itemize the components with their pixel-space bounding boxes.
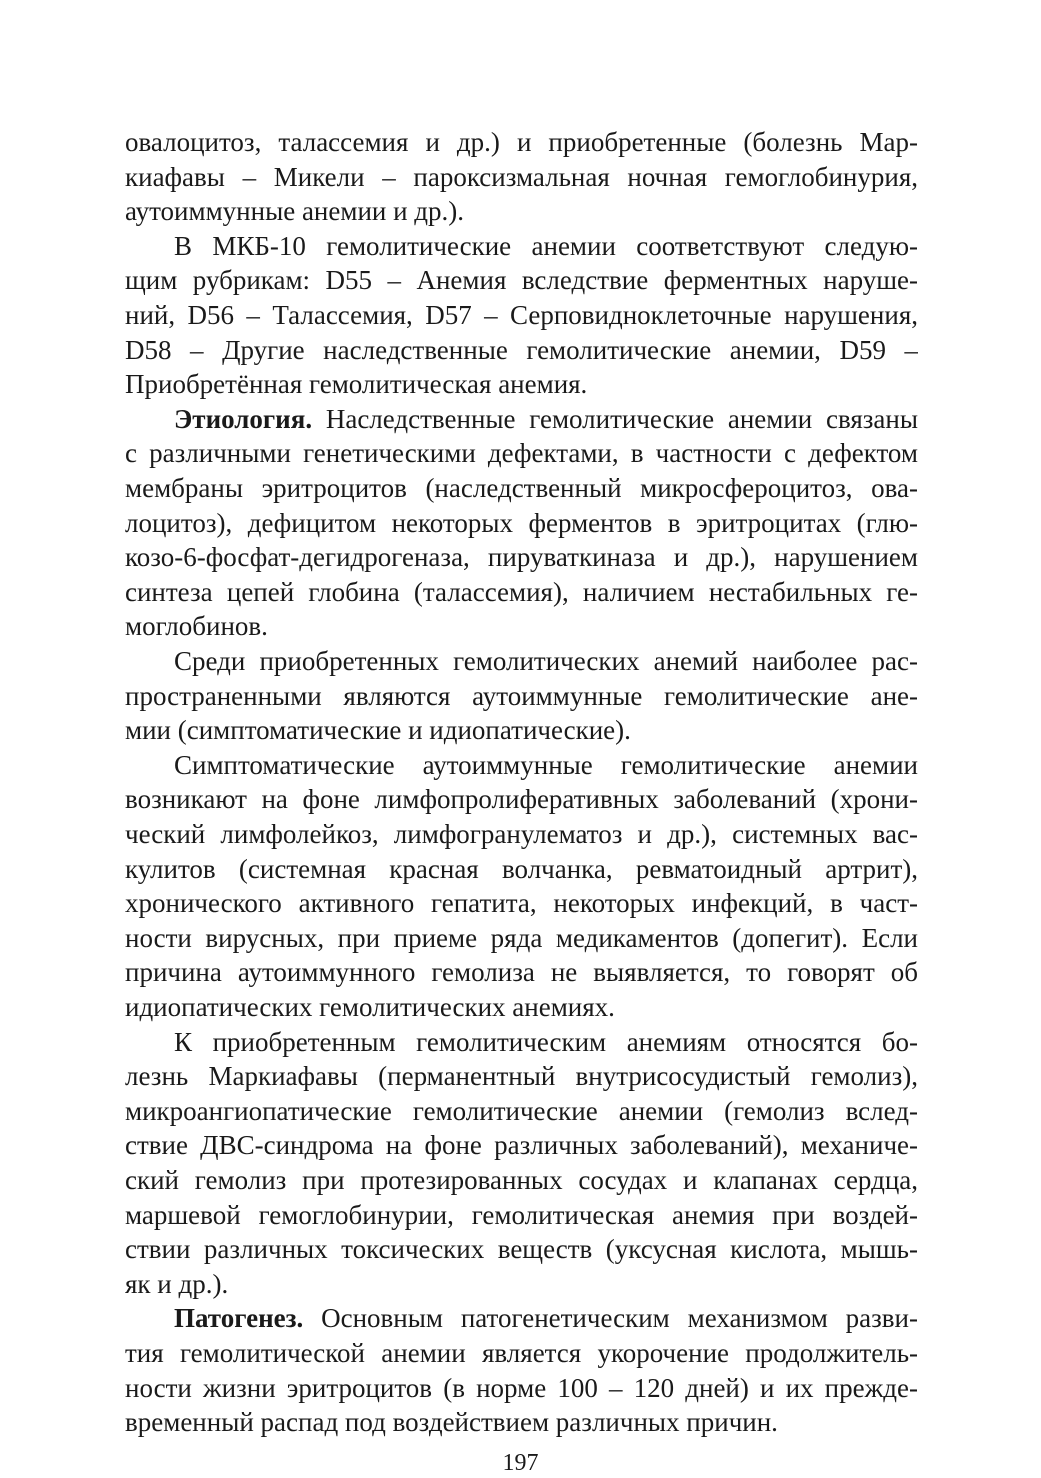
page-number: 197 <box>502 1449 539 1476</box>
text-line: ческий лимфолейкоз, лимфогранулематоз и др.), системных вас- <box>125 819 918 849</box>
text-line: як и др.). <box>125 1268 229 1299</box>
text-line: киафавы – Микели – пароксизмальная ночная гемоглобинурия, <box>125 161 918 192</box>
text-line: тия гемолитической анемии является укорочение продолжитель- <box>125 1338 918 1368</box>
text-line: Симптоматические аутоиммунные гемолитические анемии <box>174 749 918 780</box>
text-line: ствие ДВС-синдрома на фоне различных заболеваний), механиче- <box>125 1130 918 1161</box>
text-line: мии (симптоматические и идиопатические). <box>125 715 631 746</box>
text-line: хронического активного гепатита, некоторых инфекций, в част- <box>125 888 918 919</box>
text-line: моглобинов. <box>125 611 268 642</box>
text-line: овалоцитоз, талассемия и др.) и приобретенные (болезнь Мар- <box>125 127 918 157</box>
text-line: временный распад под воздействием различных причин. <box>125 1407 778 1438</box>
text-line: ности жизни эритроцитов (в норме 100 – 120 дней) и их прежде- <box>125 1372 918 1403</box>
section-heading-etiology: Этиология. <box>174 403 313 434</box>
text-line: идиопатических гемолитических анемиях. <box>125 992 615 1022</box>
text-line: маршевой гемоглобинурии, гемолитическая анемия при воздей- <box>125 1199 918 1230</box>
text-line: Приобретённая гемолитическая анемия. <box>125 369 588 400</box>
text-line: щим рубрикам: D55 – Анемия вследствие ферментных наруше- <box>125 265 918 296</box>
text-line: D58 – Другие наследственные гемолитические анемии, D59 – <box>125 334 918 365</box>
text-line-content: Наследственные гемолитические анемии связаны <box>312 403 918 434</box>
text-line: мембраны эритроцитов (наследственный микросфероцитоз, ова- <box>125 473 918 503</box>
text-line: кулитов (системная красная волчанка, ревматоидный артрит), <box>125 853 918 884</box>
text-line: пространенными являются аутоиммунные гемолитические ане- <box>125 680 918 711</box>
text-line: К приобретенным гемолитическим анемиям относятся бо- <box>174 1026 918 1057</box>
section-heading-pathogenesis: Патогенез. <box>174 1303 304 1334</box>
text-line: Среди приобретенных гемолитических анемий наиболее рас- <box>174 646 918 676</box>
text-line: ности вирусных, при приеме ряда медикаментов (допегит). Если <box>125 922 918 953</box>
text-line: ствии различных токсических веществ (уксусная кислота, мышь- <box>125 1234 918 1265</box>
text-line: В МКБ-10 гемолитические анемии соответствуют следую- <box>174 230 918 261</box>
text-line: аутоиммунные анемии и др.). <box>125 196 465 227</box>
text-line: ний, D56 – Талассемия, D57 – Серповидноклеточные нарушения, <box>125 300 918 330</box>
text-line-content: Основным патогенетическим механизмом разви- <box>303 1303 918 1334</box>
text-line <box>174 402 918 436</box>
text-line: синтеза цепей глобина (талассемия), наличием нестабильных ге- <box>125 576 918 607</box>
text-line: возникают на фоне лимфопролиферативных заболеваний (хрони- <box>125 784 918 815</box>
text-line <box>174 1301 918 1335</box>
text-line: микроангиопатические гемолитические анемии (гемолиз вслед- <box>125 1095 918 1126</box>
text-line: козо-6-фосфат-дегидрогеназа, пируваткиназа и др.), нарушением <box>125 542 918 573</box>
text-line: причина аутоиммунного гемолиза не выявляется, то говорят об <box>125 957 918 988</box>
text-line: лоцитоз), дефицитом некоторых ферментов в эритроцитах (глю- <box>125 507 918 538</box>
text-line: ский гемолиз при протезированных сосудах и клапанах сердца, <box>125 1165 918 1195</box>
text-line: лезнь Маркиафавы (перманентный внутрисосудистый гемолиз), <box>125 1061 918 1092</box>
text-line: с различными генетическими дефектами, в частности с дефектом <box>125 438 918 469</box>
